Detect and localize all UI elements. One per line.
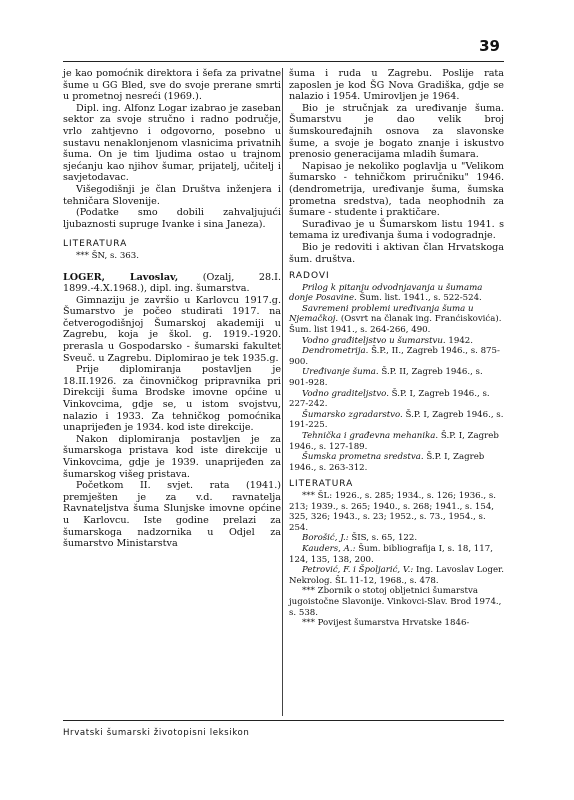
work-item: Uređivanje šuma. Š.P. II, Zagreb 1946., s. 901-928. [289,367,483,389]
bottom-rule [63,720,504,721]
top-rule [63,61,504,62]
paragraph: Višegodišnji je član Društva inženjera i tehničara Slovenije. [63,183,281,207]
works-heading: RADOVI [289,271,330,282]
works-list [289,283,504,474]
literature-heading: LITERATURA [289,479,354,490]
right-column [289,68,504,629]
literature-item: Borošić, J.: ŠIS, s. 65, 122. [302,533,418,544]
paragraph: Bio je stručnjak za uređivanje šuma. Šumarstvu je dao velik broj šumskouređajnih osnova za slavonske šume, a svoje je bogato znanje i iskustvo prenosio generacijama mladih šumara. [289,102,504,161]
entry-dates: (Ozalj, 28.I. 1899.-4.X.1968.), dipl. ing. šumarstva. [63,271,281,295]
column-divider [282,68,283,716]
literature-item: *** ŠN, s. 363. [76,250,139,261]
running-footer: Hrvatski šumarski životopisni leksikon [63,728,250,738]
left-column [63,68,281,550]
literature-item: Petrović, F. i Špoljarić, V.: Ing. Lavoslav Loger. Nekrolog. ŠL 11-12, 1968., s. 478. [289,565,504,586]
work-item: Šumarsko zgradarstvo. Š.P. I, Zagreb 1946., s. 191-225. [289,409,504,431]
entry-name: LOGER, Lavoslav, [63,271,179,283]
paragraph: Prije diplomiranja postavljen je 18.II.1926. za činovničkog pripravnika pri Direkciji šuma Brodske imovne općine u Vinkovcima, gdje se, u istom svojstvu, nalazio i 1933. Za tehničkog pomoćnika unaprijeđen je 1934. kod iste direkcije. [63,364,281,434]
work-item: Šumska prometna sredstva. Š.P. I, Zagreb 1946., s. 263-312. [289,452,485,473]
entry-heading [63,272,281,295]
work-item: Savremeni problemi uređivanja šuma u Njemačkoj. (Osvrt na članak ing. Franćiskovića). Šum. list 1941., s. 264-266, 490. [289,303,502,336]
paragraph: Napisao je nekoliko poglavlja u "Velikom šumarsko - tehničkom priručniku" 1946. (dendrometrija, uređivanje šuma, šumska prometna sredstva), tada neophodnih za šumare - studente i praktičare. [289,160,504,219]
work-item: Vodno građiteljstvo u šumarstvu. 1942. [302,335,474,346]
literature-item: Kauders, A.: Šum. bibliografija I, s. 18, 117, 124, 135, 138, 200. [289,543,493,565]
work-item: Tehnička i građevna mehanika. Š.P. I, Zagreb 1946., s. 127-189. [289,431,499,452]
literature-item: *** Zbornik o stotoj obljetnici šumarstva jugoistočne Slavonije. Vinkovci-Slav. Brod 1974., s. 538. [289,586,502,618]
paragraph: šuma i ruda u Zagrebu. Poslije rata zaposlen je kod ŠG Nova Gradiška, gdje se nalazio i 1954. Umirovljen je 1964. [289,68,504,103]
work-item: Dendrometrija. Š.P., II., Zagreb 1946., s. 875-900. [289,346,500,367]
paragraph: Bio je redoviti i aktivan član Hrvatskoga šum. društva. [289,241,504,265]
work-item: Vodno graditeljstvo. Š.P. I, Zagreb 1946., s. 227-242. [289,388,490,410]
paragraph: Nakon diplomiranja postavljen je za šumarskoga pristava kod iste direkcije u Vinkovcima, gdje je 1939. unaprijeđen za šumarskog višeg pristava. [63,433,281,480]
paragraph: je kao pomoćnik direktora i šefa za privatne šume u GG Bled, sve do svoje prerane smrti u prometnoj nesreći (1969.). [63,68,281,103]
paragraph: (Podatke smo dobili zahvaljujući ljubaznosti supruge Ivanke i sina Janeza). [63,207,281,230]
literature-item: *** Povijest šumarstva Hrvatske 1846- [302,618,470,629]
work-item: Prilog k pitanju odvodnjavanja u šumama donje Posavine. Šum. list. 1941., s. 522-524. [289,282,483,304]
paragraph: Dipl. ing. Alfonz Logar izabrao je zaseban sektor za svoje stručno i radno područje, vrlo zahtjevno i odgovorno, posebno u sustavu nenaklonjenom vlasnicima privatnih šuma. On je tim ljudima ostao u trajnom sjećanju kao njihov šumar, prijatelj, učitelj i savjetodavac. [63,102,281,184]
paragraph: Surađivao je u Šumarskom listu 1941. s temama iz uređivanja šuma i vodogradnje. [289,218,504,242]
paragraph: Početkom II. svjet. rata (1941.) premješten je za v.d. ravnatelja Ravnateljstva šuma Slunjske imovne općine u Karlovcu. Iste godine prelazi za šumarskoga nadzornika u Odjel za šumarstvo Ministarstva [63,480,281,550]
literature-item: *** ŠL: 1926., s. 285; 1934., s. 126; 1936., s. 213; 1939., s. 265; 1940., s. 268; 1941., s. 154, 325, 326; 1943., s. 23; 1952., s. 73., 1954., s. 254. [289,490,496,533]
paragraph: Gimnaziju je završio u Karlovcu 1917.g. Šumarstvo je počeo studirati 1917. na četverogodišnjoj Šumarskoj akademiji u Zagrebu, koja je škol. g. 1919.-1920. prerasla u Gospodarsko - šumarski fakultet Sveuč. u Zagrebu. Diplomirao je tek 1935.g. [63,294,281,364]
literature-heading: LITERATURA [63,239,128,250]
page-number: 39 [479,37,500,55]
